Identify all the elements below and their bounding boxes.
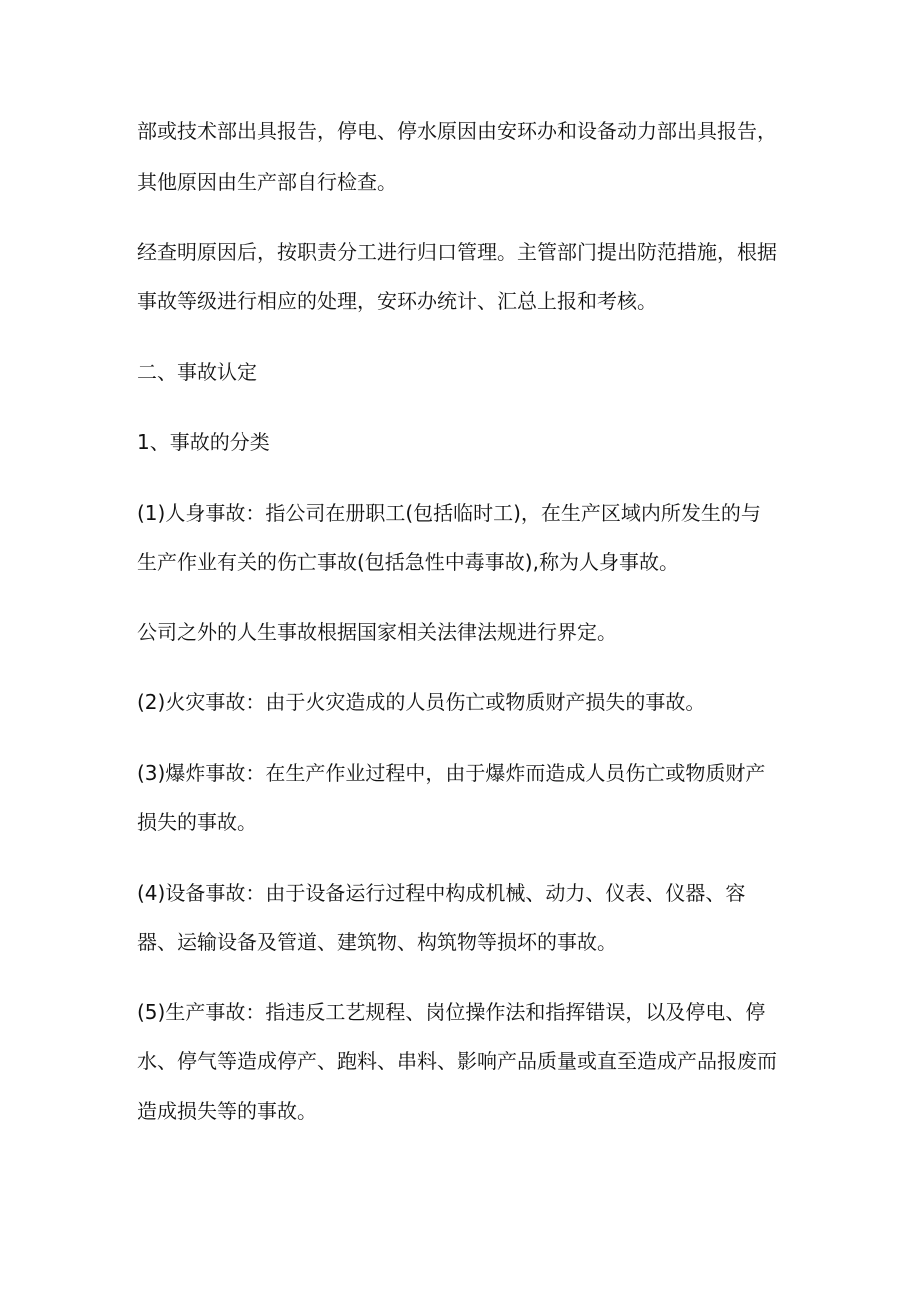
item-equipment-accident-line-2: 器、运输设备及管道、建筑物、构筑物等损坏的事故。: [137, 930, 617, 954]
paragraph-external-accident: 公司之外的人生事故根据国家相关法律法规进行界定。: [137, 620, 617, 644]
section-heading-accident-determination: 二、事故认定: [137, 360, 257, 384]
item-explosion-accident-line-1: (3)爆炸事故：在生产作业过程中，由于爆炸而造成人员伤亡或物质财产: [137, 761, 766, 785]
paragraph-management-line-1: 经查明原因后，按职责分工进行归口管理。主管部门提出防范措施，根据: [137, 240, 777, 264]
item-personal-accident-line-2: 生产作业有关的伤亡事故(包括急性中毒事故),称为人身事故。: [137, 550, 679, 574]
item-production-accident-line-3: 造成损失等的事故。: [137, 1099, 317, 1123]
item-fire-accident: (2)火灾事故：由于火灾造成的人员伤亡或物质财产损失的事故。: [137, 690, 706, 714]
item-personal-accident-line-1: (1)人身事故：指公司在册职工(包括临时工)，在生产区域内所发生的与: [137, 501, 761, 525]
item-production-accident-line-1: (5)生产事故：指违反工艺规程、岗位操作法和指挥错误，以及停电、停: [137, 1000, 766, 1024]
item-explosion-accident-line-2: 损失的事故。: [137, 810, 257, 834]
paragraph-report-responsibility-line-1: 部或技术部出具报告，停电、停水原因由安环办和设备动力部出具报告，: [137, 119, 777, 143]
item-production-accident-line-2: 水、停气等造成停产、跑料、串料、影响产品质量或直至造成产品报废而: [137, 1049, 777, 1073]
paragraph-report-responsibility-line-2: 其他原因由生产部自行检查。: [137, 170, 397, 194]
subsection-heading-accident-classification: 1、事故的分类: [137, 430, 270, 454]
item-equipment-accident-line-1: (4)设备事故：由于设备运行过程中构成机械、动力、仪表、仪器、容: [137, 881, 746, 905]
paragraph-management-line-2: 事故等级进行相应的处理，安环办统计、汇总上报和考核。: [137, 289, 657, 313]
